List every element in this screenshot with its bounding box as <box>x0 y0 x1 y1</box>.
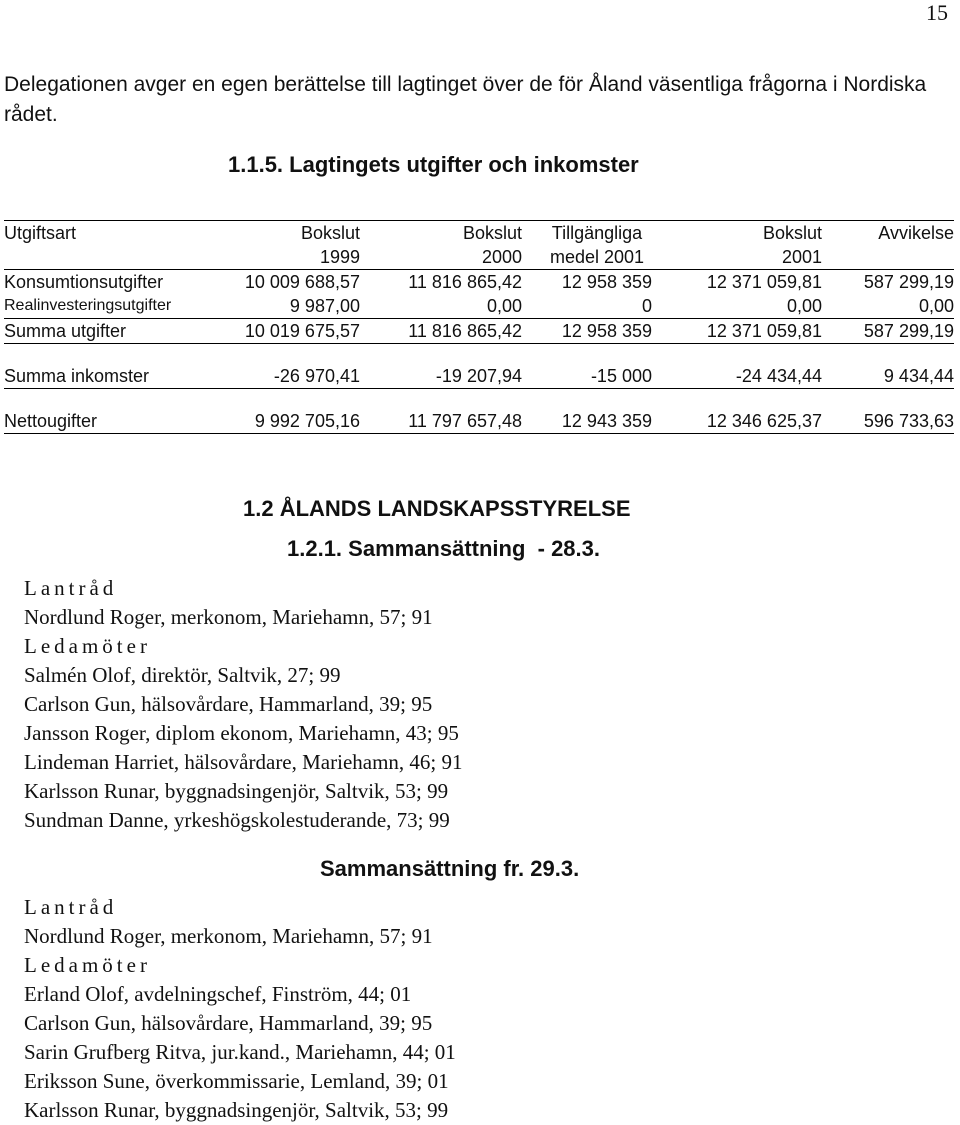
member-entry: Sundman Danne, yrkeshögskolestuderande, 73; 99 <box>24 808 450 832</box>
header-deviation: Avvikelse <box>822 221 954 270</box>
cell-value: 10 019 675,57 <box>234 319 360 344</box>
composition-title: 1.2.1. Sammansättning - 28.3. <box>287 536 601 561</box>
cell-value: 11 816 865,42 <box>360 270 522 295</box>
header-bokslut-2000: Bokslut 2000 <box>360 221 522 270</box>
cell-value: 12 958 359 <box>522 319 672 344</box>
row-label: Summa inkomster <box>4 364 234 389</box>
cell-value: 596 733,63 <box>822 409 954 434</box>
lantrad-label: Lantråd <box>24 576 118 600</box>
cell-value: -19 207,94 <box>360 364 522 389</box>
lantrad-entry: Nordlund Roger, merkonom, Mariehamn, 57; 91 <box>24 924 433 948</box>
cell-value: 9 434,44 <box>822 364 954 389</box>
intro-paragraph: Delegationen avger en egen berättelse till lagtinget över de för Åland väsentliga frågorna i Nordiska rådet. <box>4 73 927 126</box>
row-label: Nettougifter <box>4 409 234 434</box>
cell-value: 11 797 657,48 <box>360 409 522 434</box>
header-available-2001: Tillgängliga medel 2001 <box>522 221 672 270</box>
table-row <box>4 270 954 295</box>
cell-value: 9 987,00 <box>289 296 360 316</box>
composition-list-2 <box>24 893 456 1125</box>
cell-value: 10 009 688,57 <box>234 270 360 295</box>
cell-value: 0,00 <box>786 296 822 316</box>
table-row <box>4 409 954 434</box>
chapter-title: 1.2 ÅLANDS LANDSKAPSSTYRELSE <box>243 496 631 521</box>
row-label: Summa utgifter <box>4 319 234 344</box>
row-label: Konsumtionsutgifter <box>4 270 234 295</box>
header-type: Utgiftsart <box>4 221 234 270</box>
header-bokslut-2001: Bokslut 2001 <box>672 221 822 270</box>
cell-value: -26 970,41 <box>234 364 360 389</box>
member-entry: Salmén Olof, direktör, Saltvik, 27; 99 <box>24 663 341 687</box>
member-entry: Lindeman Harriet, hälsovårdare, Mariehamn, 46; 91 <box>24 750 463 774</box>
composition-list <box>24 574 463 835</box>
cell-value: 12 371 059,81 <box>672 319 822 344</box>
table-header-row <box>4 221 954 270</box>
cell-value: 0,00 <box>918 296 954 316</box>
member-entry: Eriksson Sune, överkommissarie, Lemland, 39; 01 <box>24 1069 449 1093</box>
table-row <box>4 319 954 344</box>
subsection-title: 1.1.5. Lagtingets utgifter och inkomster <box>228 152 639 177</box>
cell-value: 587 299,19 <box>822 270 954 295</box>
cell-value: 12 958 359 <box>522 270 672 295</box>
member-entry: Carlson Gun, hälsovårdare, Hammarland, 39; 95 <box>24 692 433 716</box>
header-bokslut-1999: Bokslut 1999 <box>234 221 360 270</box>
table-row <box>4 294 954 319</box>
composition-title-2: Sammansättning fr. 29.3. <box>320 856 580 881</box>
cell-value: 587 299,19 <box>822 319 954 344</box>
member-entry: Sarin Grufberg Ritva, jur.kand., Mariehamn, 44; 01 <box>24 1040 456 1064</box>
expenses-table <box>4 220 954 434</box>
table-row <box>4 364 954 389</box>
member-entry: Karlsson Runar, byggnadsingenjör, Saltvik, 53; 99 <box>24 1098 449 1122</box>
cell-value: 12 346 625,37 <box>672 409 822 434</box>
cell-value: -24 434,44 <box>672 364 822 389</box>
members-label: Ledamöter <box>24 953 151 977</box>
cell-value: 12 371 059,81 <box>672 270 822 295</box>
lantrad-entry: Nordlund Roger, merkonom, Mariehamn, 57; 91 <box>24 605 433 629</box>
cell-value: 12 943 359 <box>522 409 672 434</box>
members-label: Ledamöter <box>24 634 151 658</box>
cell-value: 11 816 865,42 <box>360 319 522 344</box>
cell-value: 9 992 705,16 <box>234 409 360 434</box>
member-entry: Carlson Gun, hälsovårdare, Hammarland, 39; 95 <box>24 1011 433 1035</box>
member-entry: Jansson Roger, diplom ekonom, Mariehamn, 43; 95 <box>24 721 459 745</box>
cell-value: -15 000 <box>522 364 672 389</box>
page-number: 15 <box>926 0 948 25</box>
cell-value: 0,00 <box>486 296 522 316</box>
member-entry: Karlsson Runar, byggnadsingenjör, Saltvik, 53; 99 <box>24 779 449 803</box>
lantrad-label: Lantråd <box>24 895 118 919</box>
member-entry: Erland Olof, avdelningschef, Finström, 44; 01 <box>24 982 412 1006</box>
cell-value: 0 <box>641 296 652 316</box>
row-label: Realinvesteringsutgifter <box>4 297 172 314</box>
